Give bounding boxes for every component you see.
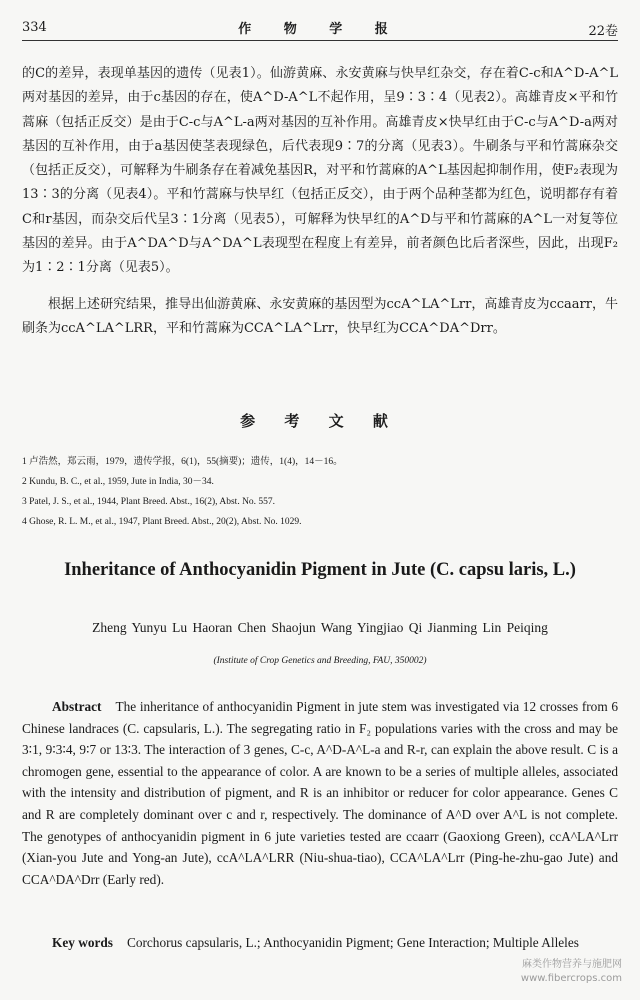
english-title: Inheritance of Anthocyanidin Pigment in Jute (C. capsu laris, L.) xyxy=(64,560,576,580)
body-paragraph: 根据上述研究结果，推导出仙游黄麻、永安黄麻的基因型为ccA^LA^Lrr，高雄青皮为ccaarr，牛刷条为ccA^LA^LRR，平和竹蒿麻为CCA^LA^Lrr，快早红为CCA^DA^Drr。 xyxy=(22,296,618,336)
reference-item: 4 Ghose, R. L. M., et al., 1947, Plant Breed. Abst., 20(2), Abst. No. 1029. xyxy=(22,517,302,527)
journal-name: 作 物 学 报 xyxy=(238,22,402,37)
abstract-label: Abstract xyxy=(52,699,102,714)
english-abstract xyxy=(22,696,618,890)
body-paragraph: 的C的差异，表现单基因的遗传（见表1）。仙游黄麻、永安黄麻与快早红杂交，存在着C-c和A^D-A^L两对基因的差异，由于c基因的存在，使A^D-A^L不起作用，呈9∶3∶4（见表2）。高雄青皮×平和竹蒿麻（包括正反交）是由于C-c与A^L-a两对基因的互补作用。高雄青皮×快早红由于C-c与A^D-a两对基因的互补作用，由于a基因使茎表现绿色，后代表现9∶7的分离（见表3）。牛刷条与平和竹蒿麻杂交（包括正反交），可解释为牛刷条存在着减免基因R，对平和竹蒿麻的A^L基因起抑制作用，使F₂表现为13∶3的分离（见表4）。平和竹蒿麻与快早红（包括正反交），由于两个品种茎都为红色，说明都存有着C和r基因，而杂交后代呈3∶1分离（见表5），可解释为快早红的A^D与平和竹蒿麻的A^L一对复等位基因的差异。由于A^DA^D与A^DA^L表现型在程度上有差异，前者颜色比后者深些，因此，出现F₂为1∶2∶1分离（见表5）。 xyxy=(22,66,618,276)
reference-item: 1 卢浩然，郑云雨，1979，遗传学报，6(1)，55(摘要)；遗传，1(4)，14－16。 xyxy=(22,457,343,467)
keywords xyxy=(22,932,618,954)
reference-item: 3 Patel, J. S., et al., 1944, Plant Breed. Abst., 16(2), Abst. No. 557. xyxy=(22,497,276,507)
chinese-body-text xyxy=(22,62,618,341)
reference-list xyxy=(22,452,618,532)
author-list: Zheng Yunyu Lu Haoran Chen Shaojun Wang Yingjiao Qi Jianming Lin Peiqing xyxy=(92,620,548,635)
references-heading: 参 考 文 献 xyxy=(240,412,400,430)
site-watermark xyxy=(521,958,622,986)
keywords-text: Corchorus capsularis, L.; Anthocyanidin Pigment; Gene Interaction; Multiple Alleles xyxy=(126,935,579,950)
running-header xyxy=(22,18,618,41)
page-number: 334 xyxy=(22,20,47,35)
watermark-line: www.fibercrops.com xyxy=(520,973,622,984)
keywords-label: Key words xyxy=(52,935,113,950)
volume-label: 22卷 xyxy=(588,24,618,39)
affiliation: (Institute of Crop Genetics and Breeding, FAU, 350002) xyxy=(213,656,427,666)
watermark-line: 麻类作物营养与施肥网 xyxy=(522,959,622,970)
reference-item: 2 Kundu, B. C., et al., 1959, Jute in India, 30－34. xyxy=(22,477,214,487)
abstract-text: The inheritance of anthocyanidin Pigment in jute stem was investigated via 12 crosses from 6 Chinese landraces (C. capsularis, L.). The segregating ratio in F₂ populations varies with the cross and may be 3∶1, 9∶3∶4, 9∶7 or 13∶3. The interaction of 3 genes, C-c, A^D-A^L-a and R-r, can explain the above result. C is a chromogen gene, essential to the appearance of color. A are known to be a series of multiple alleles, associated with the intensity and distribution of pigment, and R is an inhibitor or reducer for color appearance. Genes C and R are completely dominant over c and r, respectively. The dominance of A^D over A^L is not complete. The genotypes of anthocyanidin pigment in 6 jute varieties tested are ccaarr (Gaoxiong Green), ccA^LA^Lrr (Xian-you Jute and Yong-an Jute), ccA^LA^LRR (Niu-shua-tiao), CCA^LA^Lrr (Ping-he-zhu-gao Jute) and CCA^DA^Drr (Early red). xyxy=(22,699,618,887)
